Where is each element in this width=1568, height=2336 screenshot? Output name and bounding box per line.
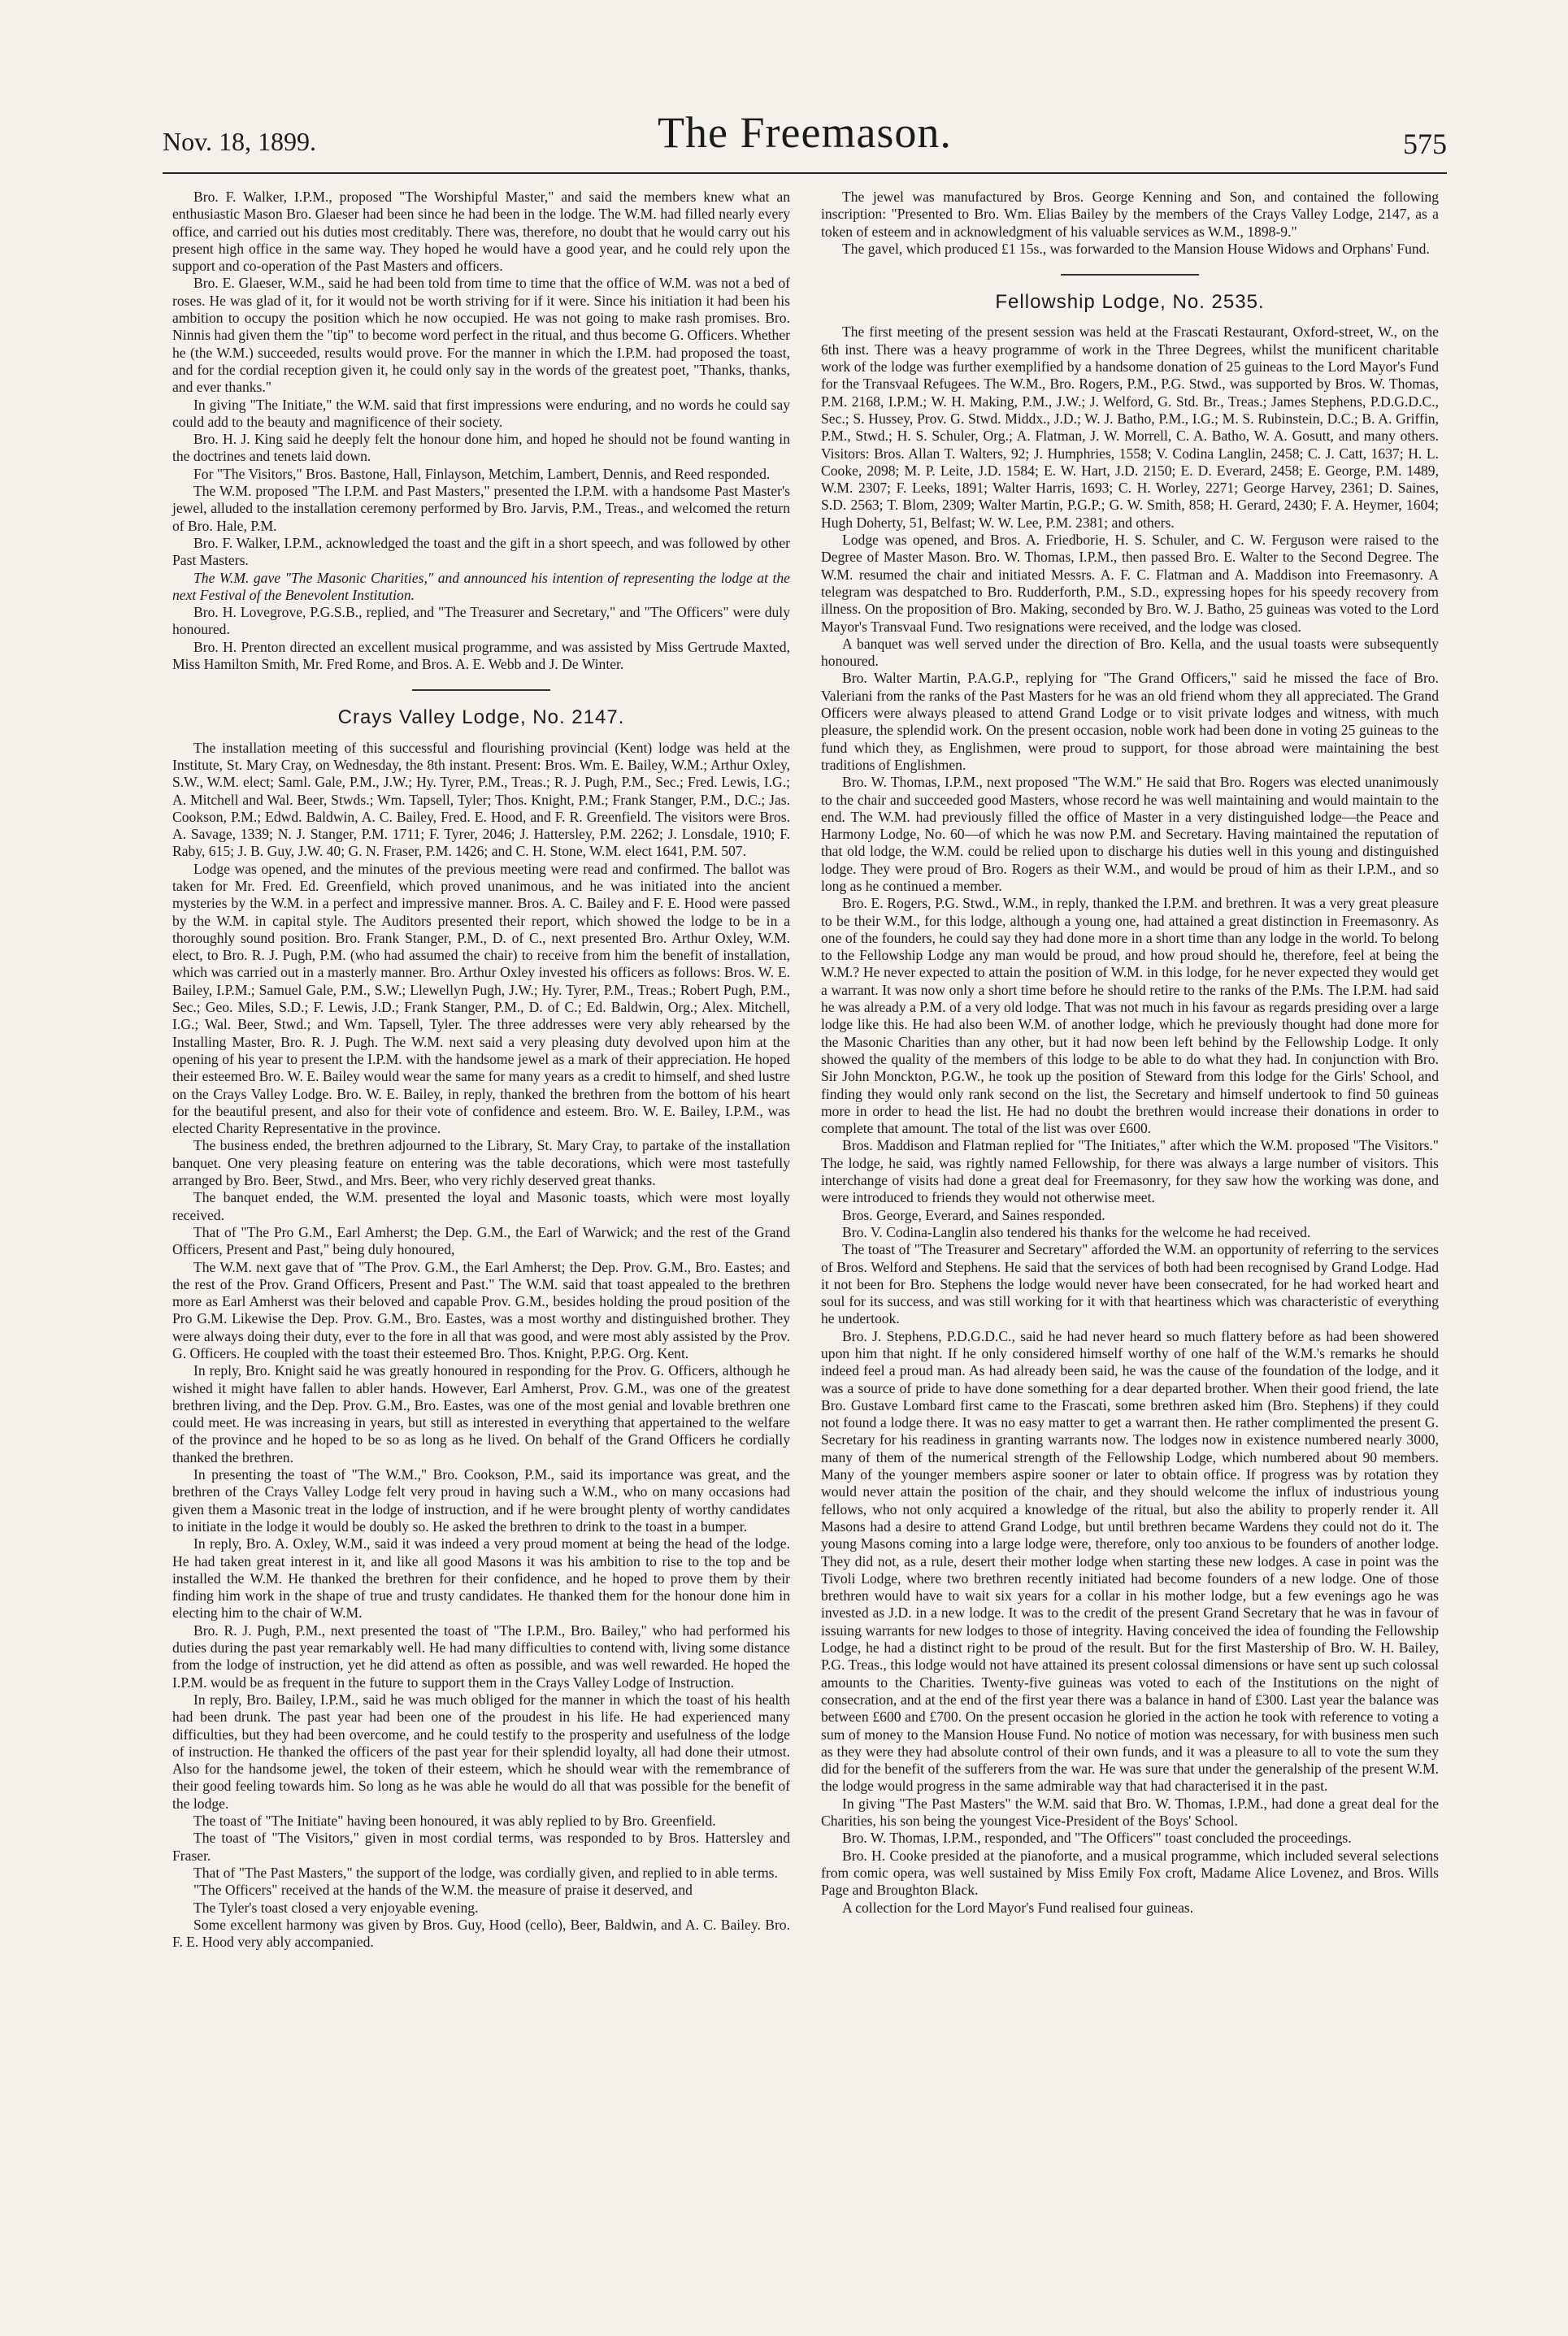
paragraph: Bro. W. Thomas, I.P.M., next proposed "The W.M." He said that Bro. Rogers was elected unanimously to the chair and succeeded good Masters, whose record he was well maintaining and would maintain to the end. The W.M. had previously filled the office of Master in a very distinguished lodge—the Peace and Harmony Lodge, No. 60—of which he was now P.M. and Secretary. Having maintained the reputation of that old lodge, the W.M. could be relied upon to discharge his duties well in this young and distinguished lodge. They were proud of Bro. Rogers as their W.M., and would be proud of him as their I.P.M., and so long as he continued a member. [821,774,1439,894]
paragraph: The gavel, which produced £1 15s., was forwarded to the Mansion House Widows and Orphans' Fund. [842,240,1430,257]
left-column [172,189,790,1951]
section-divider [412,689,550,691]
paragraph: The business ended, the brethren adjourned to the Library, St. Mary Cray, to partake of the installation banquet. One very pleasing feature on entering was the table decorations, which were most tastefully arranged by Bro. Beer, Stwd., and Mrs. Beer, who very richly deserved great thanks. [172,1137,790,1189]
paragraph: The banquet ended, the W.M. presented the loyal and Masonic toasts, which were most loyally received. [172,1189,790,1223]
paragraph: Lodge was opened, and the minutes of the previous meeting were read and confirmed. The ballot was taken for Mr. Fred. Ed. Greenfield, which proved unanimous, and he was initiated into the ancient mysteries by the W.M. in a perfect and impressive manner. Bros. A. C. Bailey and F. E. Hood were passed by the W.M. in capital style. The Auditors presented their report, which showed the lodge to be in a thoroughly sound position. Bro. Frank Stanger, P.M., D. of C., next presented Bro. Arthur Oxley, W.M. elect, to Bro. R. J. Pugh, P.M. (who had assumed the chair) to receive from him the benefit of installation, which was carried out in a masterly manner. Bro. Arthur Oxley invested his officers as follows: Bros. W. E. Bailey, I.P.M.; Samuel Gale, P.M., S.W.; Llewellyn Pugh, J.W.; Hy. Tyrer, P.M., Treas.; Robert Pugh, P.M., Sec.; Geo. Miles, S.D.; F. Lewis, J.D.; Frank Stanger, P.M., D. of C.; Ed. Baldwin, Org.; Alex. Mitchell, I.G.; Wal. Beer, Stwd.; and Wm. Tapsell, Tyler. The three addresses were very ably rehearsed by the Installing Master, Bro. R. J. Pugh. The W.M. next said a very pleasing duty devolved upon him at the opening of his year to present the I.P.M. with the handsome jewel as a mark of their appreciation. He hoped their esteemed Bro. W. E. Bailey would wear the same for many years as a credit to himself, and shed lustre on the Crays Valley Lodge. Bro. W. E. Bailey, in reply, thanked the brethren from the bottom of his heart for the beautiful present, and also for their vote of confidence and esteem. Bro. W. E. Bailey, I.P.M., was elected Charity Representative in the province. [172,860,790,1137]
paragraph: The first meeting of the present session was held at the Frascati Restaurant, Oxford-street, W., on the 6th inst. There was a heavy programme of work in the Three Degrees, whilst the munificent charitable work of the lodge was further exemplified by a handsome donation of 25 guineas to the Lord Mayor's Fund for the Transvaal Refugees. The W.M., Bro. Rogers, P.M., P.G. Stwd., was supported by Bros. W. Thomas, P.M. 2168, I.P.M.; W. H. Making, P.M., J.W.; J. Welford, G. Std. Br., Treas.; James Stephens, P.D.G.D.C., Sec.; S. Hussey, Prov. G. Stwd. Middx., J.D.; W. J. Batho, P.M., I.G.; M. S. Rubinstein, D.C.; B. A. Griffin, P.M., Stwd.; H. S. Schuler, Org.; A. Flatman, J. W. Morrell, C. A. Batho, W. A. Gosutt, and many others. Visitors: Bros. Allan T. Walters, 92; J. Humphries, 1558; V. Codina Langlin, 2458; C. J. Catt, 1637; H. L. Cooke, 2098; M. P. Leite, J.D. 1584; E. W. Hart, J.D. 2150; E. D. Everard, 2458; E. George, P.M. 1489, W.M. 2307; F. Leeks, 1891; Walter Harris, 1693; C. H. Worley, 2271; George Harvey, 2361; D. Saines, S.D. 2563; T. Blom, 2309; Walter Martin, P.G.P.; G. W. Smith, 858; H. Gerard, 2430; F. A. Heymer, 1604; Hugh Doherty, 51, Belfast; W. W. Lee, P.M. 2381; and others. [821,323,1439,531]
paragraph: The jewel was manufactured by Bros. George Kenning and Son, and contained the following inscription: "Presented to Bro. Wm. Elias Bailey by the members of the Crays Valley Lodge, 2147, as a token of esteem and in acknowledgment of his valuable services as W.M., 1898-9." [821,189,1439,240]
paragraph: Bro. F. Walker, I.P.M., proposed "The Worshipful Master," and said the members knew what an enthusiastic Mason Bro. Glaeser had been since he had been in the lodge. The W.M. had filled nearly every office, and carried out his duties most creditably. There was, therefore, no doubt that he would carry out his present high office in the same way. They hoped he would have a good year, and he could rely upon the support and co-operation of the Past Masters and officers. [172,189,790,275]
paragraph: Bro. F. Walker, I.P.M., acknowledged the toast and the gift in a short speech, and was followed by other Past Masters. [172,534,790,569]
paragraph: Bro. H. Lovegrove, P.G.S.B., replied, and "The Treasurer and Secretary," and "The Officers" were duly honoured. [172,604,790,638]
paragraph: In giving "The Past Masters" the W.M. said that Bro. W. Thomas, I.P.M., had done a great deal for the Charities, his son being the youngest Vice-President of the Boys' School. [821,1795,1439,1830]
paragraph: Lodge was opened, and Bros. A. Friedborie, H. S. Schuler, and C. W. Ferguson were raised to the Degree of Master Mason. Bro. W. Thomas, I.P.M., then passed Bro. E. Walter to the Second Degree. The W.M. resumed the chair and initiated Messrs. A. F. C. Flatman and A. Maddison into Freemasonry. A telegram was despatched to Bro. Rudderforth, P.M., S.D., expressing hopes for his speedy recovery from illness. On the proposition of Bro. Making, seconded by Bro. W. J. Batho, 25 guineas was voted to the Lord Mayor's Transvaal Fund. Two resignations were received, and the lodge was closed. [821,532,1439,635]
paragraph: That of "The Pro G.M., Earl Amherst; the Dep. G.M., the Earl of Warwick; and the rest of the Grand Officers, Present and Past," being duly honoured, [172,1223,790,1258]
paragraph: Bro. R. J. Pugh, P.M., next presented the toast of "The I.P.M., Bro. Bailey," who had performed his duties during the past year remarkably well. He had many difficulties to contend with, living some distance from the lodge of instruction, yet he did attend as often as possible, and was well rewarded. He hoped the I.P.M. would be as frequent in the future to support them in the Crays Valley Lodge of Instruction. [172,1622,790,1691]
right-column [821,189,1439,1917]
paragraph: Bro. Walter Martin, P.A.G.P., replying for "The Grand Officers," said he missed the face of Bro. Valeriani from the ranks of the Past Masters for he was an old friend whom they all appreciated. The Grand Officers were always pleased to attend Grand Lodge or to visit private lodges and witness, with much pleasure, the splendid work. On the present occasion, noble work had been done in voting 25 guineas to the fund which they, as Englishmen, were proud to support, for those abroad were maintaining the best traditions of Englishmen. [821,670,1439,773]
paragraph: A banquet was well served under the direction of Bro. Kella, and the usual toasts were subsequently honoured. [821,635,1439,670]
paragraph: Bro. H. Cooke presided at the pianoforte, and a musical programme, which included several selections from comic opera, was well sustained by Miss Emily Fox croft, Madame Alice Lovenez, and Bros. Wills Page and Broughton Black. [821,1847,1439,1899]
page-number: 575 [1403,128,1447,160]
paragraph: Bro. E. Rogers, P.G. Stwd., W.M., in reply, thanked the I.P.M. and brethren. It was a very great pleasure to be their W.M., for this lodge, although a young one, had attained a great distinction in Freemasonry. As one of the founders, he could say they had done more in a short time than any lodge in the world. To belong to the Fellowship Lodge any man would be proud, and how proud should he, therefore, feel at being the W.M.? He never expected to attain the position of W.M. in this lodge, for he never expected they would get a warrant. It was now only a short time before he should retire to the ranks of the P.Ms. The I.P.M. had said he was already a P.M. of a very old lodge. That was not much in his favour as regards presiding over a large lodge like this. He had also been W.M. of another lodge, which he previously thought had done more for the Masonic Charities than any other, but it had now been left behind by the Fellowship Lodge. It only showed the quality of the members of this lodge to be able to do what they had. In conjunction with Bro. Sir John Monckton, P.G.W., he took up the position of Steward from this lodge for the Girls' School, and finding they would only rank second on the list, the Secretary and himself undertook to find 50 guineas more in order to head the list. He had no doubt the brethren would increase their donations in order to complete that amount. The total of the list was over £600. [821,895,1439,1137]
paragraph: Bros. Maddison and Flatman replied for "The Initiates," after which the W.M. proposed "The Visitors." The lodge, he said, was rightly named Fellowship, for there was always a large number of visitors. This interchange of visits had done a great deal for Freemasonry, for they saw how the working was done, and were introduced to friends they would not otherwise meet. [821,1137,1439,1206]
paragraph: Bro. W. Thomas, I.P.M., responded, and "The Officers'" toast concluded the proceedings. [842,1830,1352,1847]
paragraph: In reply, Bro. A. Oxley, W.M., said it was indeed a very proud moment at being the head of the lodge. He had taken great interest in it, and like all good Masons it was his ambition to rise to the top and be installed the W.M. He thanked the brethren for their confidence, and he hoped to prove them by their finding him work in the shape of true and trusty candidates. He thanked them for the honour done him in electing him to the chair of W.M. [172,1535,790,1622]
paragraph: Some excellent harmony was given by Bros. Guy, Hood (cello), Beer, Baldwin, and A. C. Bailey. Bro. F. E. Hood very ably accompanied. [172,1916,790,1951]
paragraph: In presenting the toast of "The W.M.," Bro. Cookson, P.M., said its importance was great, and the brethren of the Crays Valley Lodge felt very proud in having such a W.M., who on many occasions had given them a Masonic treat in the lodge of instruction, and if he were brought plenty of worthy candidates to initiate in the lodge it would be doubly so. He asked the brethren to drink to the toast in a bumper. [172,1466,790,1535]
masthead [163,98,1447,171]
paragraph: In reply, Bro. Knight said he was greatly honoured in responding for the Prov. G. Officers, although he wished it might have fallen to abler hands. However, Earl Amherst, Prov. G.M., was one of the greatest brethren living, and the Dep. Prov. G.M., Bro. Eastes, was one of the most genial and lovable brethren one could meet. He was increasing in years, but still as interested in everything that appertained to the welfare of the province and he hoped to be so as long as he lived. On behalf of the Grand Officers he cordially thanked the brethren. [172,1362,790,1465]
paragraph: The toast of "The Visitors," given in most cordial terms, was responded to by Bros. Hattersley and Fraser. [172,1830,790,1864]
paragraph: The toast of "The Treasurer and Secretary" afforded the W.M. an opportunity of referring to the services of Bros. Welford and Stephens. He said that the services of both had been recognised by Grand Lodge. Had it not been for Bro. Stephens the lodge would never have been consecrated, for he had worked heart and soul for its success, and was still working for it with that heartiness which was characteristic of everything he undertook. [821,1241,1439,1327]
paragraph: Bro. V. Codina-Langlin also tendered his thanks for the welcome he had received. [842,1223,1311,1240]
paragraph: The toast of "The Initiate" having been honoured, it was ably replied to by Bro. Greenfield. [193,1813,716,1830]
paragraph: Bro. J. Stephens, P.D.G.D.C., said he had never heard so much flattery before as had been showered upon him that night. If he only considered himself worthy of one half of the W.M.'s remarks he should indeed feel a proud man. As had already been said, he was the cause of the foundation of the lodge, and it was a source of pride to have done something for a dear departed brother. When their good friend, the late Bro. Gustave Lombard first came to the Frascati, some brethren asked him (Bro. Stephens) if they could not found a lodge there. It was no easy matter to get a warrant then. He rather complimented the present G. Secretary for his readiness in granting warrants now. The lodges now in existence numbered nearly 3000, many of them of the numerical strength of the Fellowship Lodge, which numbered about 90 members. Many of the younger members aspire sooner or later to obtain office. If progress was by rotation they would never attain the position of the chair, and they should welcome the influx of industrious young fellows, who not only acquired a knowledge of the ritual, but also the ability to properly render it. All Masons had a desire to attend Grand Lodge, but until brethren became Wardens they could not do it. The young Masons coming into a large lodge were, therefore, only too anxious to be founders of another lodge. They did not, as a rule, desert their mother lodge when starting these new lodges. A case in point was the Tivoli Lodge, where two brethren recently initiated had become founders of a new lodge. One of those brethren would have to wait six years for a collar in his mother lodge, but a few evenings ago he was invested as J.D. in a new lodge. It was to the credit of the present Grand Secretary that he was in favour of issuing warrants for new lodges to those of integrity. Having conceived the idea of founding the Fellowship Lodge, he had a distinct right to be proud of the result. But for the first Mastership of Bro. W. H. Bailey, P.G. Treas., this lodge would not have attained its present colossal dimensions or have sent up such colossal amounts to the Charities. Twenty-five guineas was voted to each of the Institutions on the night of consecration, and at the end of the first year there was a balance in hand of £300. Last year the balance was between £600 and £700. On the present occasion he gloried in the action he took with reference to voting a sum of money to the Mansion House Fund. No notice of motion was necessary, for with business men such as they were they had absolute control of their own funds, and it was a pleasure to all to vote the sum they did for the benefit of the sufferers from the war. He was sure that under the generalship of the present W.M. the lodge would progress in the same admirable way that had characterised it in the past. [821,1327,1439,1795]
paragraph: For "The Visitors," Bros. Bastone, Hall, Finlayson, Metchim, Lambert, Dennis, and Reed responded. [193,465,771,482]
paragraph: Bro. E. Glaeser, W.M., said he had been told from time to time that the office of W.M. was not a bed of roses. He was glad of it, for it would not be worth striving for if it were. Since his initiation it had been his ambition to occupy the position which he now occupied. He was not going to make rash promises. Bro. Ninnis had given them the "tip" to become word perfect in the ritual, and thus become G. Officers. Whether he (the W.M.) succeeded, results would prove. For the manner in which the I.P.M. had proposed the toast, and for the cordial reception given it, he could only say in the words of the greatest poet, "Thanks, thanks, and ever thanks." [172,275,790,396]
paragraph: A collection for the Lord Mayor's Fund realised four guineas. [842,1899,1194,1916]
paragraph: The W.M. gave "The Masonic Charities," and announced his intention of representing the lodge at the next Festival of the Benevolent Institution. [172,569,790,603]
paragraph: That of "The Past Masters," the support of the lodge, was cordially given, and replied to in able terms. [193,1864,778,1881]
section-heading-fellowship: Fellowship Lodge, No. 2535. [995,291,1265,314]
issue-date: Nov. 18, 1899. [163,127,317,156]
section-heading-crays-valley: Crays Valley Lodge, No. 2147. [337,706,625,729]
paragraph: "The Officers" received at the hands of the W.M. the measure of praise it deserved, and [193,1882,693,1899]
paragraph: Bro. H. J. King said he deeply felt the honour done him, and hoped he should not be found wanting in the doctrines and tenets laid down. [172,431,790,465]
section-divider [1061,274,1199,276]
paragraph: Bros. George, Everard, and Saines responded. [842,1206,1105,1223]
paragraph: In giving "The Initiate," the W.M. said that first impressions were enduring, and no words he could say could add to the beauty and magnificence of their society. [172,396,790,430]
paragraph: In reply, Bro. Bailey, I.P.M., said he was much obliged for the manner in which the toast of his health had been drunk. The past year had been one of the proudest in his life. He had experienced many difficulties, but they had been overcome, and he could testify to the prosperity and usefulness of the lodge of instruction. He thanked the officers of the past year for their splendid loyalty, all had done their utmost. Also for the handsome jewel, the token of their esteem, which he should wear with the remembrance of their good feeling towards him. So long as he was able he would do all that was possible for the benefit of the lodge. [172,1691,790,1812]
paragraph: The W.M. next gave that of "The Prov. G.M., the Earl Amherst; the Dep. Prov. G.M., Bro. Eastes; and the rest of the Prov. Grand Officers, Present and Past." The W.M. said that toast appealed to the brethren more as Earl Amherst was their beloved and capable Prov. G.M., besides holding the proud position of the Pro G.M. Likewise the Dep. Prov. G.M., Bro. Eastes, was a most worthy and distinguished brother. They were always doing their duty, ever to the fore in all that was good, and were most ably assisted by the Prov. G. Officers. He coupled with the toast their esteemed Bro. Thos. Knight, P.P.G. Org. Kent. [172,1258,790,1361]
paragraph: Bro. H. Prenton directed an excellent musical programme, and was assisted by Miss Gertrude Maxted, Miss Hamilton Smith, Mr. Fred Rome, and Bros. A. E. Webb and J. De Winter. [172,638,790,673]
newspaper-title: The Freemason. [658,108,952,157]
masthead-rule [163,172,1447,174]
paragraph: The W.M. proposed "The I.P.M. and Past Masters," presented the I.P.M. with a handsome Past Master's jewel, alluded to the installation ceremony performed by Bro. Jarvis, P.M., Treas., and welcomed the return of Bro. Hale, P.M. [172,483,790,534]
paragraph: The Tyler's toast closed a very enjoyable evening. [193,1899,479,1916]
paragraph: The installation meeting of this successful and flourishing provincial (Kent) lodge was held at the Institute, St. Mary Cray, on Wednesday, the 8th instant. Present: Bros. Wm. E. Bailey, W.M.; Arthur Oxley, S.W., W.M. elect; Saml. Gale, P.M., J.W.; Hy. Tyrer, P.M., Treas.; R. J. Pugh, P.M., Sec.; Fred. Lewis, I.G.; A. Mitchell and Wal. Beer, Stwds.; Wm. Tapsell, Tyler; Thos. Knight, P.M.; Frank Stanger, P.M., D.C.; Jas. Cookson, P.M.; Edwd. Baldwin, A. C. Bailey, Fred. E. Hood, and F. R. Greenfield. The visitors were Bros. A. Savage, 1339; N. J. Stanger, P.M. 1711; F. Tyrer, 2046; J. Hattersley, P.M. 2262; J. Lonsdale, 1910; F. Raby, 615; J. B. Guy, J.W. 40; G. N. Fraser, P.M. 1426; and C. H. Stone, W.M. elect 1641, P.M. 507. [172,739,790,860]
